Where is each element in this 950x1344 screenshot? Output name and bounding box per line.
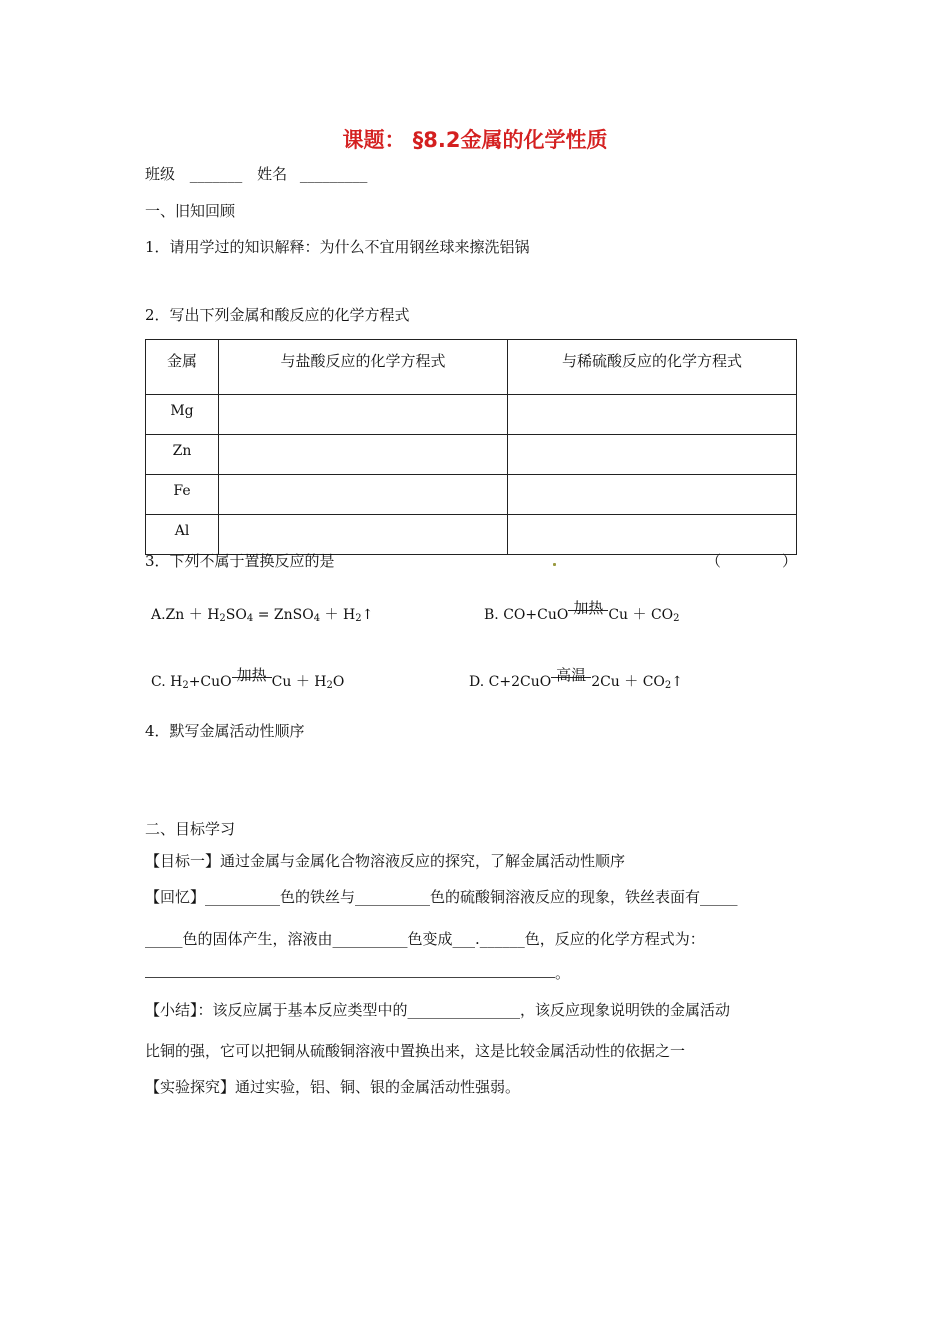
table-row xyxy=(146,515,797,555)
question-3: 3．下列不属于置换反应的是 xyxy=(145,552,335,570)
header-hcl: 与盐酸反应的化学方程式 xyxy=(219,340,508,395)
answer-blank[interactable] xyxy=(145,963,555,978)
option-d: D. C+2CuO 高温 $2Cu + CO_2↑$ xyxy=(469,666,684,691)
class-label: 班级 xyxy=(145,165,176,183)
recall-line-2: _____色的固体产生，溶液由__________色变成___.______色，反应的化学方程式为： xyxy=(145,930,705,948)
metal-cell: Mg xyxy=(146,395,219,435)
answer-paren-open: （ xyxy=(706,552,722,570)
name-blank: _________ xyxy=(299,165,368,183)
equation-table xyxy=(145,339,797,555)
summary-line-1: 【小结】：该反应属于基本反应类型中的_______________，该反应现象说明铁的金属活动 xyxy=(145,1001,731,1019)
answer-paren-close: ） xyxy=(782,552,798,570)
table-row xyxy=(146,395,797,435)
option-b: B. CO+CuO 加热 $Cu + CO_2$ xyxy=(484,599,680,624)
table-header-row xyxy=(146,340,797,395)
recall-line-1: 【回忆】__________色的铁丝与__________色的硫酸铜溶液反应的现象，铁丝表面有_____ xyxy=(145,888,738,906)
class-blank: _______ xyxy=(189,165,243,183)
option-a: $A.Zn + H_2SO_4$ = ZnSO$_4$ ＋ $H_2↑$ xyxy=(151,607,374,624)
table-row xyxy=(146,475,797,515)
metal-cell: Fe xyxy=(146,475,219,515)
goal-1: 【目标一】通过金属与金属化合物溶液反应的探究，了解金属活动性顺序 xyxy=(145,852,626,870)
section1-heading: 一、旧知回顾 xyxy=(145,202,236,220)
metal-cell: Al xyxy=(146,515,219,555)
stray-dot xyxy=(553,563,556,566)
summary-line-2: 比铜的强，它可以把铜从硫酸铜溶液中置换出来，这是比较金属活动性的依据之一 xyxy=(145,1042,686,1060)
page-title: 课题： §8.2金属的化学性质 xyxy=(342,128,608,152)
experiment-line: 【实验探究】通过实验，铝、铜、银的金属活动性强弱。 xyxy=(145,1078,521,1096)
answer-cell[interactable] xyxy=(508,395,797,435)
question-4: 4．默写金属活动性顺序 xyxy=(145,722,305,740)
question-2: 2．写出下列金属和酸反应的化学方程式 xyxy=(145,306,410,324)
answer-cell[interactable] xyxy=(508,515,797,555)
equation-answer-line[interactable] xyxy=(145,962,570,983)
metal-cell: Zn xyxy=(146,435,219,475)
name-label: 姓名 xyxy=(257,165,288,183)
answer-cell[interactable] xyxy=(508,435,797,475)
option-c: C. $H_2+CuO$ 加热 $Cu + H_2O$ xyxy=(151,666,345,691)
student-info xyxy=(145,163,367,184)
answer-cell[interactable] xyxy=(219,515,508,555)
answer-cell[interactable] xyxy=(219,435,508,475)
answer-cell[interactable] xyxy=(508,475,797,515)
header-h2so4: 与稀硫酸反应的化学方程式 xyxy=(508,340,797,395)
question-1: 1．请用学过的知识解释：为什么不宜用钢丝球来擦洗铝锅 xyxy=(145,238,530,256)
period: 。 xyxy=(555,964,571,982)
answer-cell[interactable] xyxy=(219,395,508,435)
table-row xyxy=(146,435,797,475)
answer-cell[interactable] xyxy=(219,475,508,515)
section2-heading: 二、目标学习 xyxy=(145,820,236,838)
header-metal: 金属 xyxy=(146,340,219,395)
